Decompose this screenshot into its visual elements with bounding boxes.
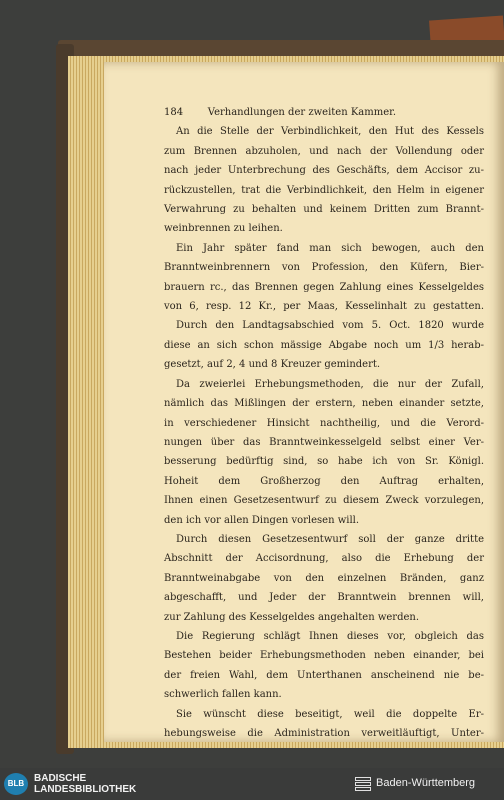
text-line: Durch diesen Gesetzesentwurf soll der ganze dritte: [176, 533, 484, 545]
text-line: rückzustellen, trat die Verbindlichkeit, den Helm in eigener: [164, 184, 484, 196]
baden-wuerttemberg-label[interactable]: Baden-Württemberg: [376, 777, 476, 789]
baden-wuerttemberg-crest-icon: [354, 775, 372, 793]
text-line: Bestehen beider Erhebungsmethoden neben einander, bei: [164, 650, 484, 662]
text-line: zum Brennen abzuholen, und nach der Vollendung oder: [164, 145, 484, 157]
text-line: zur Zahlung des Kesselgeldes angehalten werden.: [164, 611, 420, 623]
text-line: nungen über das Branntweinkesselgeld selbst einer Ver-: [164, 436, 484, 448]
blb-logo-icon[interactable]: BLB: [4, 773, 28, 795]
page-header: [164, 103, 484, 122]
text-line: weinbrennen zu leihen.: [164, 223, 283, 235]
text-line: den ich vor allen Dingen vorlesen will.: [164, 514, 360, 526]
viewer-footer: [0, 768, 504, 800]
text-line: Ihnen einen Gesetzesentwurf zu diesem Zweck vorzulegen,: [164, 495, 484, 507]
text-line: Die Regierung schlägt Ihnen dieses vor, obgleich das: [176, 630, 484, 642]
text-line: von 6, resp. 12 Kr., per Maas, Kesselinhalt zu gestatten.: [164, 301, 484, 313]
text-line: in verschiedener Hinsicht nachtheilig, und die Verord-: [164, 417, 484, 429]
text-line: nämlich das Mißlingen der erstern, neben einander setzte,: [164, 398, 484, 410]
text-line: brauern rc., das Brennen gegen Zahlung eines Kesselgeldes: [164, 281, 484, 293]
blb-name-line2: LANDESBIBLIOTHEK: [34, 784, 137, 795]
book-page: [104, 62, 504, 742]
text-line: An die Stelle der Verbindlichkeit, den Hut des Kessels: [176, 126, 484, 138]
text-line: besserung bedürftig sind, so habe ich von Sr. Königl.: [164, 456, 484, 468]
text-line: schwerlich fallen kann.: [164, 689, 282, 701]
text-line: Verwahrung zu behalten und keinem Dritten zum Brannt-: [164, 204, 484, 216]
text-line: Branntweinbrennern von Profession, den Küfern, Bier-: [164, 262, 484, 274]
text-line: Hoheit dem Großherzog den Auftrag erhalten,: [164, 475, 484, 487]
text-line: hebungsweise die Administration verweitläuftigt, Unter-: [164, 728, 484, 739]
text-line: Ein Jahr später fand man sich bewogen, auch den: [176, 242, 484, 254]
text-line: nach jeder Unterbrechung des Geschäfts, dem Accisor zu-: [164, 165, 484, 177]
text-line: Abschnitt der Accisordnung, also die Erhebung der: [164, 553, 484, 565]
page-text: [164, 103, 484, 743]
text-line: diese an sich schon mässige Abgabe noch um 1/3 herab-: [164, 339, 484, 351]
running-head: Verhandlungen der zweiten Kammer.: [207, 107, 396, 118]
text-line: Da zweierlei Erhebungsmethoden, die nur der Zufall,: [176, 378, 484, 390]
text-line: Branntweinabgabe von den einzelnen Bränden, ganz: [164, 572, 484, 584]
text-line: abgeschafft, und Jeder der Branntwein brennen will,: [164, 592, 484, 604]
text-line: Durch den Landtagsabschied vom 5. Oct. 1820 wurde: [176, 320, 484, 332]
text-line: Sie wünscht diese beseitigt, weil die doppelte Er-: [176, 708, 484, 720]
text-line: gesetzt, auf 2, 4 und 8 Kreuzer gemindert.: [164, 359, 381, 371]
text-line: der freien Wahl, dem Unterthanen anscheinend nie be-: [164, 669, 484, 681]
blb-library-name[interactable]: [34, 773, 136, 795]
page-number: 184: [164, 107, 184, 118]
blb-name-line1: BADISCHE: [34, 773, 87, 784]
